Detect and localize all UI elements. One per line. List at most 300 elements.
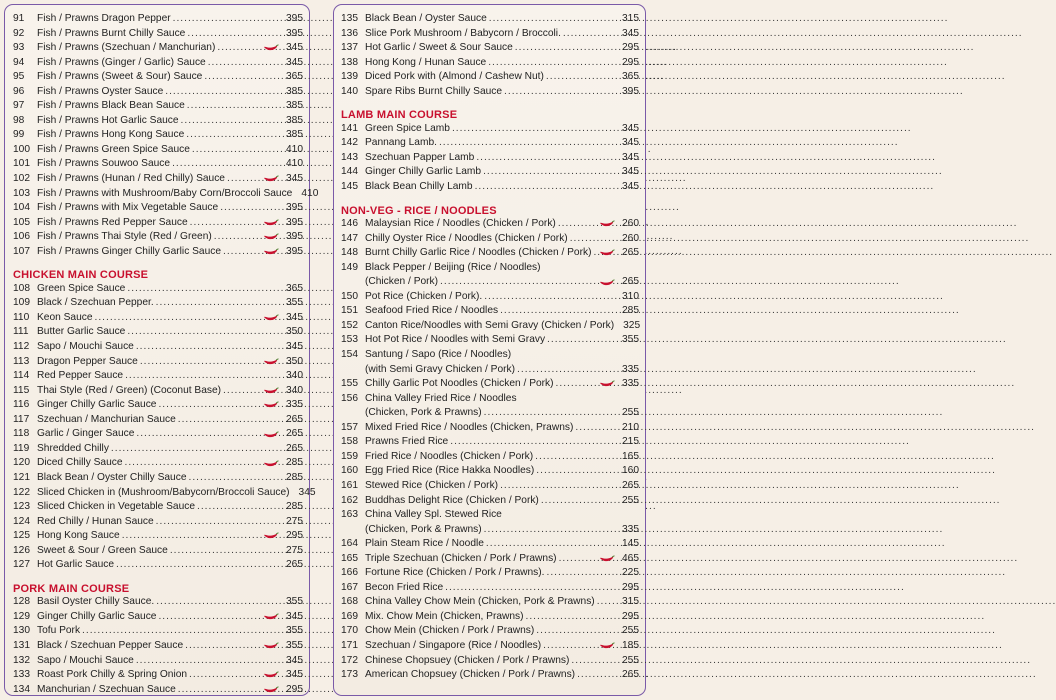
item-name: (Chicken, Pork & Prawns) <box>365 523 482 535</box>
item-price: 345 <box>286 56 303 68</box>
item-number: 141 <box>341 122 358 134</box>
menu-item-row <box>13 413 303 428</box>
dot-leader <box>488 56 615 71</box>
dot-leader <box>173 12 279 27</box>
item-price: 295 <box>622 581 639 593</box>
menu-item-row <box>13 595 303 610</box>
item-name: Sliced Chicken in Vegetable Sauce <box>37 501 196 513</box>
menu-item-row <box>341 136 639 151</box>
item-price: 265 <box>622 247 639 259</box>
fish-prawns-section <box>13 12 319 259</box>
item-price: 385 <box>286 85 303 97</box>
chili-pepper-icon <box>599 642 615 650</box>
item-price: 265 <box>622 669 639 681</box>
menu-item-row <box>341 41 639 56</box>
item-name: Green Spice Lamb <box>365 122 450 134</box>
item-name: Fish / Prawns Oyster Sauce <box>37 85 164 97</box>
menu-item-row <box>13 544 303 559</box>
dot-leader <box>475 180 615 195</box>
item-price: 275 <box>286 515 303 527</box>
item-price: 255 <box>622 407 639 419</box>
item-name: Mixed Fried Rice / Noodles (Chicken, Prawns) <box>365 421 574 433</box>
dot-leader <box>127 282 279 297</box>
item-name: Buddhas Delight Rice (Chicken / Pork) <box>365 494 539 506</box>
dot-leader <box>526 610 615 625</box>
item-name: Fish / Prawns Hot Garlic Sauce <box>37 114 179 126</box>
menu-item-row <box>13 311 303 326</box>
item-price: 365 <box>622 71 639 83</box>
item-name: Mix. Chow Mein (Chicken, Prawns) <box>365 610 524 622</box>
item-name: Green Spice Sauce <box>37 282 126 294</box>
menu-item-row <box>13 639 303 654</box>
menu-item-row <box>13 683 303 698</box>
item-name: Fish / Prawns Souwoo Sauce <box>37 158 171 170</box>
chili-pepper-icon <box>599 279 615 287</box>
dot-leader <box>187 27 279 42</box>
menu-item-row <box>341 290 639 305</box>
menu-item-row <box>13 529 303 544</box>
chili-pepper-icon <box>263 401 279 409</box>
item-number: 122 <box>13 486 30 498</box>
item-price: 355 <box>286 639 303 651</box>
item-price: 345 <box>286 610 303 622</box>
item-name: Black Bean Chilly Lamb <box>365 181 473 193</box>
item-price: 255 <box>622 654 639 666</box>
menu-item-row <box>341 537 639 552</box>
menu-item-row <box>341 450 639 465</box>
item-name: Prawns Fried Rice <box>365 436 449 448</box>
item-name: Diced Pork with (Almond / Cashew Nut) <box>365 71 544 83</box>
menu-item-row <box>341 435 639 450</box>
item-number: 145 <box>341 181 358 193</box>
chili-pepper-icon <box>263 387 279 395</box>
item-price: 355 <box>286 625 303 637</box>
item-price: 395 <box>286 13 303 24</box>
item-price: 345 <box>286 311 303 323</box>
menu-item-row <box>341 246 639 261</box>
dot-leader <box>563 27 615 42</box>
menu-item-row <box>13 282 303 297</box>
item-number: 162 <box>341 494 358 506</box>
item-number: 91 <box>13 13 25 24</box>
item-price: 215 <box>622 436 639 448</box>
dot-leader <box>500 479 615 494</box>
dot-leader <box>571 654 615 669</box>
item-number: 146 <box>341 218 358 230</box>
item-price: 165 <box>622 450 639 462</box>
dot-leader <box>484 290 615 305</box>
item-name: Fish / Prawns Green Spice Sauce <box>37 143 190 155</box>
menu-item-row <box>13 157 303 172</box>
item-number: 119 <box>13 442 30 454</box>
dot-leader <box>82 624 279 639</box>
menu-item-row <box>13 325 303 340</box>
menu-item-row <box>341 639 639 654</box>
item-name: Red Chilly / Hunan Sauce <box>37 515 154 527</box>
item-price: 265 <box>622 479 639 491</box>
dot-leader <box>439 136 615 151</box>
rice-noodles-heading: NON-VEG - RICE / NOODLES <box>341 204 497 217</box>
item-name: Fish / Prawns Black Bean Sauce <box>37 100 185 112</box>
item-name: Shredded Chilly <box>37 442 109 454</box>
item-number: 95 <box>13 71 25 83</box>
menu-item-row <box>13 230 303 245</box>
right-menu-panel <box>333 4 646 696</box>
dot-leader <box>116 558 279 573</box>
item-number: 105 <box>13 216 30 228</box>
item-price: 275 <box>286 544 303 556</box>
item-price: 295 <box>622 56 639 68</box>
dot-leader <box>541 494 615 509</box>
item-name: Thai Style (Red / Green) (Coconut Base) <box>37 384 222 396</box>
item-price: 260 <box>622 218 639 230</box>
item-number: 110 <box>13 311 30 323</box>
item-price: 345 <box>622 181 639 193</box>
item-name: Burnt Chilly Garlic Rice / Noodles (Chicken / Pork) <box>365 247 592 259</box>
dot-leader <box>440 275 596 290</box>
item-name: Fish / Prawns Hong Kong Sauce <box>37 129 185 141</box>
item-number: 108 <box>13 282 30 294</box>
item-number: 150 <box>341 290 358 302</box>
menu-item-row <box>341 654 639 669</box>
item-name: Hong Kong / Hunan Sauce <box>365 56 487 68</box>
lamb-heading: LAMB MAIN COURSE <box>341 109 458 122</box>
item-price: 395 <box>286 231 303 243</box>
item-number: 132 <box>13 654 30 666</box>
dot-leader <box>178 413 279 428</box>
item-number: 124 <box>13 515 30 527</box>
item-number: 117 <box>13 413 30 425</box>
item-name: Manchurian / Szechuan Sauce <box>37 683 176 695</box>
item-price: 285 <box>286 457 303 469</box>
menu-item-row <box>341 319 639 334</box>
menu-item-row <box>13 515 303 530</box>
dot-leader <box>476 151 615 166</box>
item-price: 395 <box>286 245 303 257</box>
chili-pepper-icon <box>263 358 279 366</box>
menu-item-row <box>13 27 303 42</box>
dot-leader <box>181 114 279 129</box>
menu-item-row <box>341 392 639 407</box>
item-price: 310 <box>622 290 639 302</box>
item-price: 285 <box>622 305 639 317</box>
dot-leader <box>165 85 279 100</box>
item-price: 225 <box>622 567 639 579</box>
dot-leader <box>593 246 596 261</box>
menu-item-row <box>341 523 639 538</box>
menu-item-row <box>341 464 639 479</box>
chili-pepper-icon <box>263 642 279 650</box>
item-name: Hot Pot Rice / Noodles with Semi Gravy <box>365 334 546 346</box>
item-number: 142 <box>341 137 358 149</box>
menu-item-row <box>341 165 639 180</box>
menu-item-row <box>341 122 639 137</box>
item-number: 112 <box>13 341 30 353</box>
item-price: 210 <box>622 421 639 433</box>
menu-item-row <box>341 406 639 421</box>
item-price: 340 <box>286 370 303 382</box>
menu-item-row <box>13 500 303 515</box>
item-name: Seafood Fried Rice / Noodles <box>365 305 499 317</box>
item-price: 255 <box>622 494 639 506</box>
item-number: 147 <box>341 232 358 244</box>
item-price: 335 <box>622 523 639 535</box>
menu-item-row <box>13 201 303 216</box>
item-name: Sapo / Mouchi Sauce <box>37 341 134 353</box>
dot-leader <box>125 456 261 471</box>
dot-leader <box>547 333 615 348</box>
menu-item-row <box>13 99 303 114</box>
menu-item-row <box>13 245 303 260</box>
item-price: 265 <box>286 413 303 425</box>
item-price: 265 <box>286 428 303 440</box>
menu-item-row <box>13 12 303 27</box>
menu-item-row <box>13 668 303 683</box>
item-price: 265 <box>622 276 639 288</box>
item-price: 335 <box>622 363 639 375</box>
menu-item-row <box>341 421 639 436</box>
item-number: 94 <box>13 56 25 68</box>
item-price: 345 <box>286 654 303 666</box>
chili-pepper-icon <box>599 555 615 563</box>
item-number: 169 <box>341 610 358 622</box>
item-name: Black / Szechuan Pepper Sauce <box>37 639 184 651</box>
menu-item-row <box>341 304 639 319</box>
dot-leader <box>156 296 279 311</box>
item-number: 93 <box>13 42 25 54</box>
item-price: 345 <box>298 486 316 498</box>
dot-leader <box>546 566 615 581</box>
item-price: 345 <box>622 122 639 134</box>
item-number: 130 <box>13 625 30 637</box>
item-name: Hot Garlic Sauce <box>37 559 115 571</box>
menu-item-row <box>13 355 303 370</box>
item-number: 92 <box>13 27 25 39</box>
rice-noodles-section <box>341 217 639 683</box>
dot-leader <box>95 311 260 326</box>
item-name: Basil Oyster Chilly Sauce. <box>37 596 155 608</box>
menu-item-row <box>13 442 303 457</box>
dot-leader <box>223 384 260 399</box>
item-name: Pannang Lamb. <box>365 137 437 149</box>
item-number: 164 <box>341 538 358 550</box>
item-price: 265 <box>286 559 303 571</box>
menu-item-row <box>13 56 303 71</box>
dot-leader <box>445 581 615 596</box>
item-number: 104 <box>13 202 30 214</box>
menu-item-row <box>13 471 303 486</box>
menu-item-row <box>341 494 639 509</box>
item-number: 161 <box>341 479 358 491</box>
item-price: 365 <box>286 282 303 294</box>
pork-continued-section <box>341 12 639 99</box>
menu-item-row <box>341 333 639 348</box>
dot-leader <box>204 70 279 85</box>
menu-item-row <box>13 114 303 129</box>
dot-leader <box>178 683 260 698</box>
item-name: Fish / Prawns Ginger Chilly Garlic Sauce <box>37 245 222 257</box>
dot-leader <box>577 668 615 683</box>
item-name: China Valley Chow Mein (Chicken, Pork & Prawns) <box>365 596 595 608</box>
lamb-section <box>341 122 639 195</box>
item-name: Fried Rice / Noodles (Chicken / Pork) <box>365 450 534 462</box>
item-price: 335 <box>286 399 303 411</box>
item-name: Sliced Chicken in (Mushroom/Babycorn/Broccoli Sauce) <box>37 486 290 498</box>
item-name: Sweet & Sour / Green Sauce <box>37 544 168 556</box>
item-name: Chilly Oyster Rice / Noodles (Chicken / Pork) <box>365 232 568 244</box>
item-price: 395 <box>286 202 303 214</box>
item-number: 126 <box>13 544 30 556</box>
item-number: 131 <box>13 639 30 651</box>
dot-leader <box>217 41 260 56</box>
menu-item-row <box>13 486 316 501</box>
item-name: Spare Ribs Burnt Chilly Sauce <box>365 85 503 97</box>
dot-leader <box>190 216 260 231</box>
dot-leader <box>111 442 279 457</box>
menu-item-row <box>13 70 303 85</box>
item-name: Fish / Prawns with Mushroom/Baby Corn/Broccoli Sauce <box>37 187 293 199</box>
item-name: Slice Pork Mushroom / Babycorn / Broccoli. <box>365 27 561 39</box>
menu-item-row <box>13 610 303 625</box>
item-name: Becon Fried Rice <box>365 581 444 593</box>
item-price: 355 <box>286 596 303 608</box>
item-number: 167 <box>341 581 358 593</box>
item-price: 345 <box>286 341 303 353</box>
item-price: 315 <box>622 596 639 608</box>
menu-item-row <box>13 172 303 187</box>
dot-leader <box>197 500 279 515</box>
item-name: Black Pepper / Beijing (Rice / Noodles) <box>365 261 541 273</box>
menu-item-row <box>341 232 639 247</box>
item-number: 149 <box>341 261 358 273</box>
dot-leader <box>185 639 260 654</box>
dot-leader <box>504 85 615 100</box>
item-number: 113 <box>13 355 30 367</box>
dot-leader <box>187 99 279 114</box>
dot-leader <box>136 340 279 355</box>
item-price: 345 <box>622 151 639 163</box>
item-number: 99 <box>13 129 25 141</box>
item-number: 114 <box>13 370 30 382</box>
dot-leader <box>158 610 260 625</box>
item-number: 139 <box>341 71 358 83</box>
dot-leader <box>536 464 615 479</box>
dot-leader <box>486 537 615 552</box>
menu-item-row <box>341 610 639 625</box>
item-number: 143 <box>341 151 358 163</box>
menu-item-row <box>13 369 303 384</box>
item-name: Black Bean / Oyster Chilly Sauce <box>37 471 187 483</box>
item-name: Fish / Prawns with Mix Vegetable Sauce <box>37 202 219 214</box>
item-price: 265 <box>286 442 303 454</box>
pork-heading: PORK MAIN COURSE <box>13 582 130 595</box>
item-name: Tofu Pork <box>37 625 81 637</box>
dot-leader <box>192 143 279 158</box>
item-price: 335 <box>622 378 639 390</box>
menu-item-row <box>341 180 639 195</box>
item-price: 345 <box>622 166 639 178</box>
item-price: 285 <box>286 471 303 483</box>
item-name: Canton Rice/Noodles with Semi Gravy (Chicken / Pork) <box>365 319 615 331</box>
item-number: 152 <box>341 319 358 331</box>
menu-item-row <box>341 595 639 610</box>
item-number: 102 <box>13 173 30 185</box>
item-price: 395 <box>286 27 303 39</box>
menu-item-row <box>13 296 303 311</box>
item-name: Pot Rice (Chicken / Pork). <box>365 290 483 302</box>
menu-item-row <box>13 384 303 399</box>
dot-leader <box>122 529 260 544</box>
dot-leader <box>500 304 615 319</box>
item-number: 98 <box>13 114 25 126</box>
menu-item-row <box>341 624 639 639</box>
item-number: 165 <box>341 552 358 564</box>
item-name: Fortune Rice (Chicken / Pork / Prawns). <box>365 567 545 579</box>
item-name: Roast Pork Chilly & Spring Onion <box>37 669 188 681</box>
item-number: 163 <box>341 509 358 521</box>
item-price: 345 <box>622 137 639 149</box>
menu-item-row <box>341 566 639 581</box>
item-number: 116 <box>13 399 30 411</box>
item-number: 115 <box>13 384 30 396</box>
menu-item-row <box>13 624 303 639</box>
item-number: 120 <box>13 457 30 469</box>
menu-item-row <box>13 143 303 158</box>
item-price: 185 <box>622 639 639 651</box>
item-name: Black / Szechuan Pepper. <box>37 297 154 309</box>
dot-leader <box>125 369 279 384</box>
menu-item-row <box>13 41 303 56</box>
dot-leader <box>597 595 615 610</box>
item-name: China Valley Spl. Stewed Rice <box>365 509 502 521</box>
dot-leader <box>227 172 260 187</box>
dot-leader <box>220 201 279 216</box>
item-number: 107 <box>13 245 30 257</box>
item-name: Fish / Prawns Thai Style (Red / Green) <box>37 231 212 243</box>
item-number: 138 <box>341 56 358 68</box>
item-number: 144 <box>341 166 358 178</box>
item-number: 101 <box>13 158 30 170</box>
item-number: 109 <box>13 297 30 309</box>
item-price: 340 <box>286 384 303 396</box>
chili-pepper-icon <box>263 431 279 439</box>
dot-leader <box>140 355 260 370</box>
menu-item-row <box>341 508 639 523</box>
left-menu-panel <box>4 4 319 696</box>
item-number: 157 <box>341 421 358 433</box>
item-name: Fish / Prawns Dragon Pepper <box>37 13 171 24</box>
menu-item-row <box>13 216 303 231</box>
item-name: (Chicken / Pork) <box>365 276 439 288</box>
dot-leader <box>136 427 260 442</box>
chili-pepper-icon <box>263 248 279 256</box>
dot-leader <box>556 377 596 392</box>
item-number: 127 <box>13 559 30 571</box>
item-price: 345 <box>286 669 303 681</box>
chicken-section <box>13 282 316 573</box>
item-name: Szechuan / Manchurian Sauce <box>37 413 176 425</box>
menu-item-row <box>341 377 639 392</box>
menu-item-row <box>341 261 639 276</box>
item-number: 166 <box>341 567 358 579</box>
chili-pepper-icon <box>263 233 279 241</box>
item-price: 395 <box>286 216 303 228</box>
item-name: Chilly Garlic Pot Noodles (Chicken / Pork) <box>365 378 554 390</box>
menu-item-row <box>13 340 303 355</box>
chili-pepper-icon <box>263 175 279 183</box>
chili-pepper-icon <box>599 380 615 388</box>
menu-item-row <box>341 552 639 567</box>
